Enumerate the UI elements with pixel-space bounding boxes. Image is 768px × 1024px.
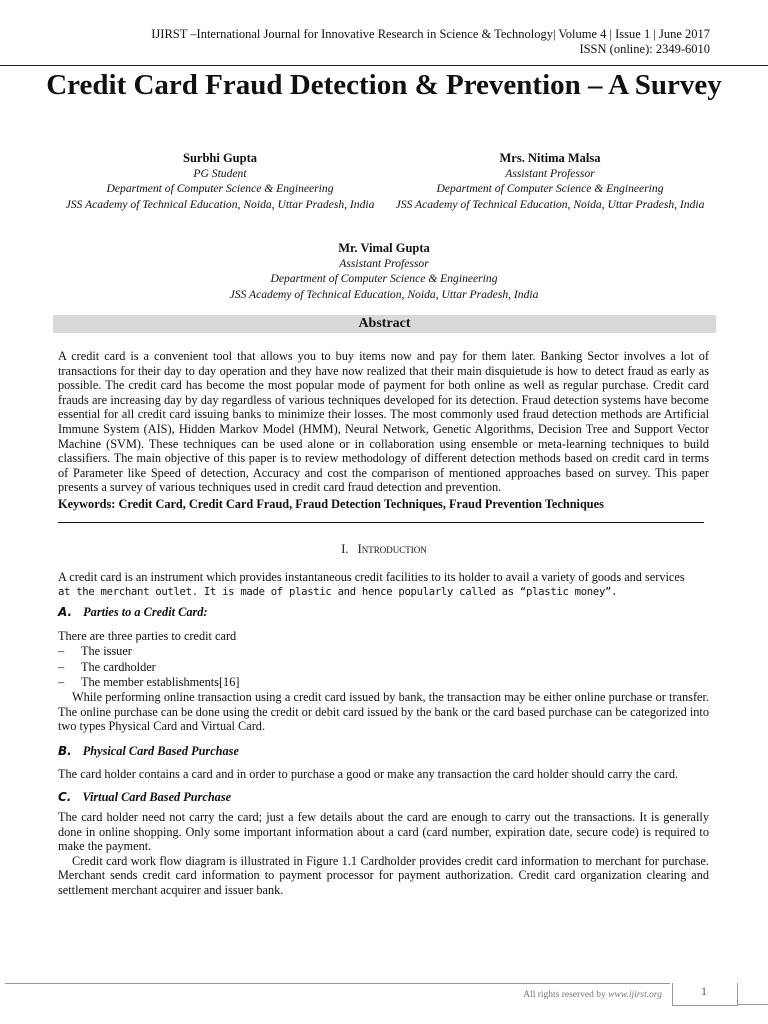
author-block-3 bbox=[160, 241, 608, 302]
issn-line: ISSN (online): 2349-6010 bbox=[579, 42, 710, 56]
subsection-title: Parties to a Credit Card: bbox=[83, 605, 208, 619]
intro-line-1: A credit card is an instrument which provides instantaneous credit facilities to its holder to avail a variety of goods and services bbox=[58, 570, 685, 584]
footer-rights-text: All rights reserved by bbox=[523, 990, 606, 1000]
subsection-b-heading bbox=[58, 744, 239, 759]
list-item-text: The member establishments[16] bbox=[81, 675, 240, 689]
list-item bbox=[58, 644, 132, 659]
page-number: 1 bbox=[701, 984, 707, 998]
abstract-text: A credit card is a convenient tool that allows you to buy items now and pay for them later. Banking Sector involves a lot of transactions for their day to day operation and they have now realized that their main disquietude is how to detect fraud as early as possible. The credit card has become the most popular mode of payment for both online as well as regular purchase. Credit card frauds are increasing day by day regardless of various techniques developed for its detection. Fraud detection systems have become essential for all credit card issuing banks to minimize their losses. The most commonly used fraud detection methods are Artificial Immune System (AIS), Hidden Markov Model (HMM), Neural Network, Genetic Algorithms, Decision Tree and Support Vector Machine (SVM). These techniques can be used alone or in collaboration using ensemble or meta-learning techniques to build classifiers. The main objective of this paper is to review methodology of different detection methods based on credit card in terms of Parameter like Speed of detection, Accuracy and cost the comparison of mentioned approaches based on survey. This paper presents a survey of various techniques used in credit card fraud detection and prevention. bbox=[58, 349, 709, 495]
header-rule bbox=[0, 65, 768, 66]
paragraph-virtual-card-1: The card holder need not carry the card; just a few details about the card are enough to carry out the transactions. It is generally done in online shopping. Only some important information about a card (card number, expiration date, secure code) is required to make the payment. bbox=[58, 810, 709, 854]
author-name: Mr. Vimal Gupta bbox=[338, 241, 430, 255]
footer-link[interactable]: www.ijirst.org bbox=[608, 990, 662, 1000]
section-heading bbox=[0, 542, 768, 557]
keywords: Keywords: Credit Card, Credit Card Fraud, Fraud Detection Techniques, Fraud Prevention Techniques bbox=[58, 497, 604, 511]
subsection-c-heading bbox=[58, 790, 231, 805]
subsection-letter: C. bbox=[58, 790, 72, 804]
intro-line-2: at the merchant outlet. It is made of plastic and hence popularly called as “plastic money”. bbox=[58, 585, 618, 598]
section-title: Introduction bbox=[357, 542, 427, 556]
list-dash: – bbox=[58, 644, 65, 658]
subsection-title: Virtual Card Based Purchase bbox=[82, 790, 232, 804]
subsection-title: Physical Card Based Purchase bbox=[82, 744, 239, 758]
author-department: Department of Computer Science & Engineering bbox=[436, 182, 664, 196]
author-institution: JSS Academy of Technical Education, Noida, Uttar Pradesh, India bbox=[65, 197, 375, 211]
list-dash: – bbox=[58, 675, 65, 689]
paper-title: Credit Card Fraud Detection & Prevention – A Survey bbox=[46, 69, 722, 101]
author-department: Department of Computer Science & Engineering bbox=[106, 182, 334, 196]
list-item-text: The cardholder bbox=[81, 660, 156, 674]
author-role: PG Student bbox=[193, 167, 247, 181]
list-dash: – bbox=[58, 660, 65, 674]
list-item-text: The issuer bbox=[81, 644, 132, 658]
list-item bbox=[58, 675, 239, 690]
author-block-2 bbox=[385, 151, 715, 212]
subsection-a-heading bbox=[58, 605, 208, 620]
author-name: Surbhi Gupta bbox=[183, 151, 257, 165]
paragraph-physical-card: The card holder contains a card and in order to purchase a good or make any transaction the card holder should carry the card. bbox=[58, 767, 679, 781]
subsection-letter: B. bbox=[58, 744, 72, 758]
footer-rule-right bbox=[737, 1004, 768, 1005]
paragraph-virtual-card bbox=[58, 810, 709, 898]
intro-paragraph bbox=[58, 570, 709, 599]
paragraph-workflow: Credit card work flow diagram is illustrated in Figure 1.1 Cardholder provides credit card information to merchant for purchase. Merchant sends credit card information to payment processor for payment authorization. Credit card organization clearing and settlement merchant acquirer and issuer bank. bbox=[58, 853, 709, 897]
journal-header-line: IJIRST –International Journal for Innovative Research in Science & Technology| Volume 4 | Issue 1 | June 2017 bbox=[151, 27, 710, 41]
section-rule bbox=[58, 522, 704, 523]
subsection-letter: A. bbox=[58, 605, 73, 619]
author-block-1 bbox=[50, 151, 390, 212]
parties-intro: There are three parties to credit card bbox=[58, 629, 237, 643]
list-item bbox=[58, 660, 156, 675]
paragraph-online-transaction: While performing online transaction using a credit card issued by bank, the transaction may be either online purchase or transfer. The online purchase can be done using the credit or debit card issued by the bank or the card based purchase can be categorized into two types Physical Card and Virtual Card. bbox=[58, 690, 709, 734]
author-institution: JSS Academy of Technical Education, Noida, Uttar Pradesh, India bbox=[229, 287, 539, 301]
abstract-heading: Abstract bbox=[53, 315, 716, 333]
author-institution: JSS Academy of Technical Education, Noida, Uttar Pradesh, India bbox=[395, 197, 705, 211]
section-number: I. bbox=[341, 542, 349, 556]
author-role: Assistant Professor bbox=[505, 167, 595, 181]
footer-rule bbox=[5, 983, 670, 984]
author-name: Mrs. Nitima Malsa bbox=[499, 151, 601, 165]
author-department: Department of Computer Science & Engineering bbox=[270, 272, 498, 286]
author-role: Assistant Professor bbox=[339, 257, 429, 271]
footer-rights bbox=[523, 990, 662, 1000]
